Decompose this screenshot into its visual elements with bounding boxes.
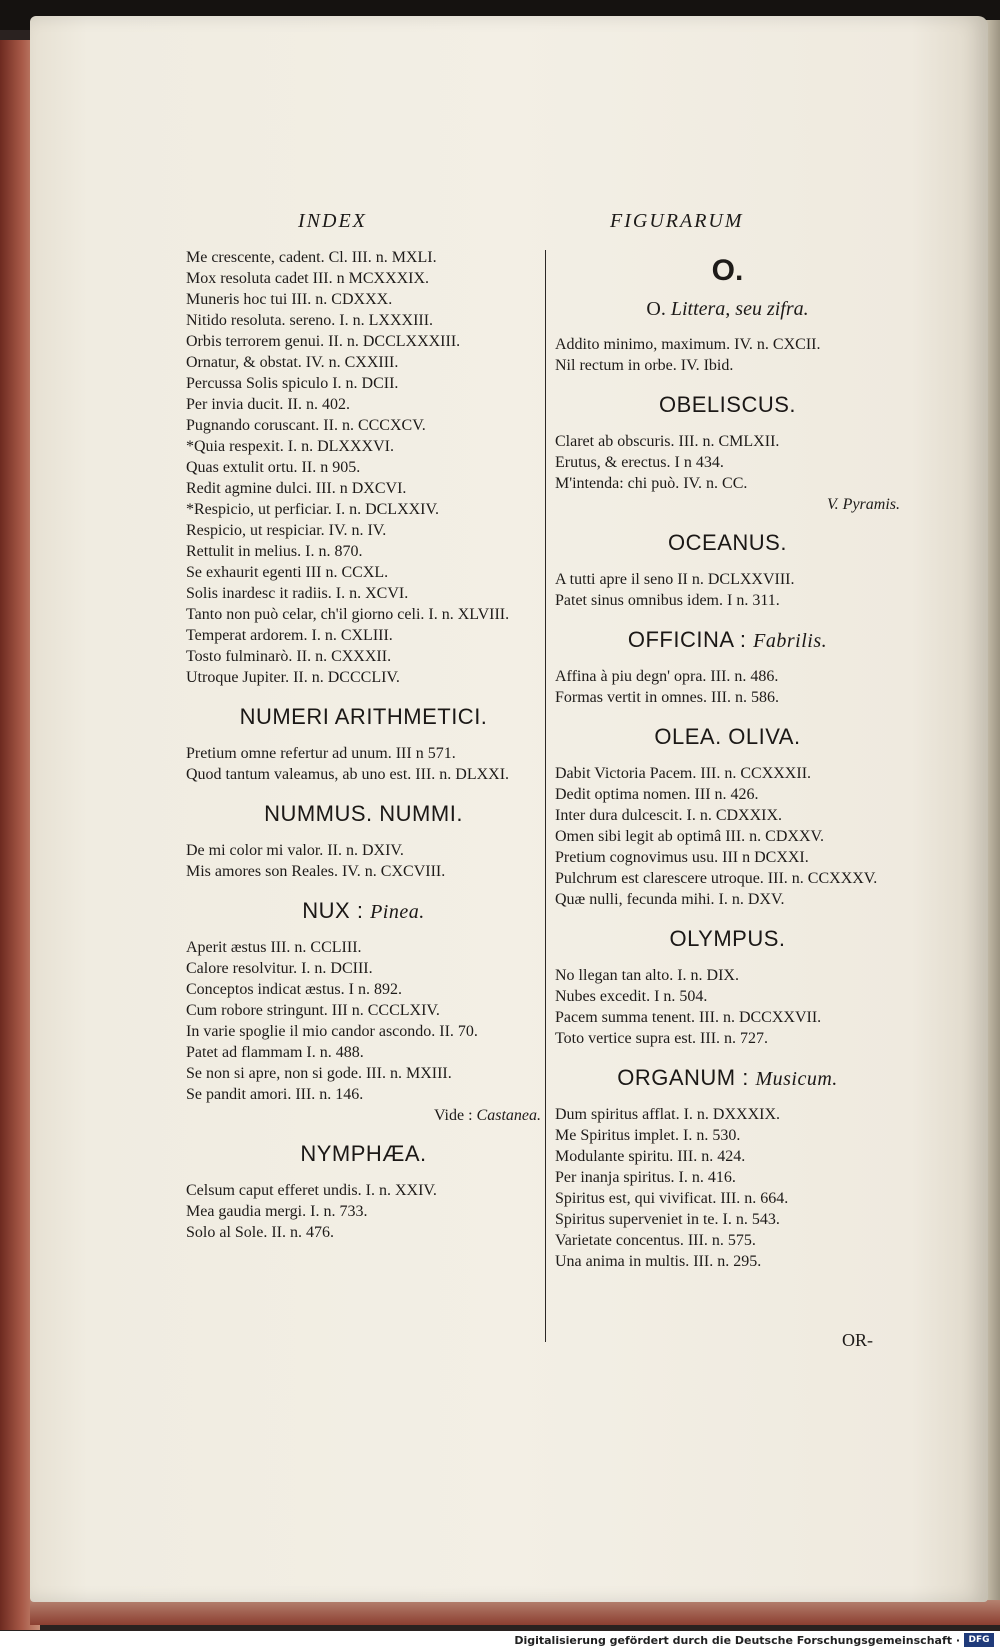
index-entry: Se pandit amori. III. n. 146. [186,1086,364,1103]
index-entry: Quas extulit ortu. II. n 905. [186,459,361,476]
index-entry: Solo al Sole. II. n. 476. [186,1224,334,1241]
cross-reference-prefix: Vide : [433,1107,473,1124]
index-entry: Omen sibi legit ab optimâ III. n. CDXXV. [555,828,825,845]
index-entry: Percussa Solis spiculo I. n. DCII. [186,375,399,392]
index-entry: Nubes excedit. I n. 504. [555,988,708,1005]
index-entry: Inter dura dulcescit. I. n. CDXXIX. [555,807,783,824]
index-entry: Mea gaudia mergi. I. n. 733. [186,1203,368,1220]
index-entry: Utroque Jupiter. II. n. DCCCLIV. [186,669,400,686]
letter-subheading-prefix: O. [646,298,666,320]
index-entry: Respicio, ut respiciar. IV. n. IV. [186,522,387,539]
index-entry: Rettulit in melius. I. n. 870. [186,543,363,560]
index-entry: A tutti apre il seno II n. DCLXXVIII. [555,571,795,588]
index-entry: Formas vertit in omnes. III. n. 586. [555,689,779,706]
index-entry: Affina à piu degn' opra. III. n. 486. [555,668,779,685]
section-heading [555,392,900,418]
dfg-logo: DFG [964,1633,994,1647]
index-entry: M'intenda: chi può. IV. n. CC. [555,475,748,492]
letter-subheading [555,298,900,321]
index-entry: Per inanja spiritus. I. n. 416. [555,1169,736,1186]
index-entry: Ornatur, & obstat. IV. n. CXXIII. [186,354,399,371]
section-title: OLYMPUS. [669,926,786,951]
index-entry: Dedit optima nomen. III n. 426. [555,786,759,803]
index-entry: Claret ab obscuris. III. n. CMLXII. [555,433,780,450]
section-heading [186,1141,541,1167]
book-bottom-edge [30,1600,1000,1625]
section-title: NUX : [302,898,364,923]
index-entry: Toto vertice supra est. III. n. 727. [555,1030,769,1047]
section-title: OLEA. OLIVA. [654,724,801,749]
index-entry: Mox resoluta cadet III. n MCXXXIX. [186,270,430,287]
index-entry: Mis amores son Reales. IV. n. CXCVIII. [186,863,446,880]
index-entry: Pugnando coruscant. II. n. CCCXCV. [186,417,426,434]
section-title: NUMERI ARITHMETICI. [239,704,488,729]
index-entry: Se non si apre, non si gode. III. n. MXIII. [186,1065,452,1082]
index-entry: Me crescente, cadent. Cl. III. n. MXLI. [186,249,437,266]
index-entry: Se exhaurit egenti III n. CCXL. [186,564,389,581]
index-entry: Patet sinus omnibus idem. I n. 311. [555,592,780,609]
index-entry: In varie spoglie il mio candor ascondo. II. 70. [186,1023,478,1040]
index-entry: Conceptos indicat æstus. I n. 892. [186,981,402,998]
index-entry: Per invia ducit. II. n. 402. [186,396,350,413]
cross-reference [555,496,900,514]
index-entry: Orbis terrorem genui. II. n. DCCLXXXIII. [186,333,461,350]
section-heading [186,898,541,924]
letter-subheading-italic: Littera, seu zifra. [670,298,809,320]
section-heading [555,724,900,750]
index-entry: Spiritus est, qui vivificat. III. n. 664. [555,1190,789,1207]
index-entry: No llegan tan alto. I. n. DIX. [555,967,739,984]
section-heading [186,801,541,827]
section-title-italic: Pinea. [370,901,425,923]
footer-text: Digitalisierung gefördert durch die Deutsche Forschungsgemeinschaft · [514,1634,960,1647]
column-divider [545,250,546,1342]
index-entry: Dabit Victoria Pacem. III. n. CCXXXII. [555,765,812,782]
index-entry: Redit agmine dulci. III. n DXCVI. [186,480,407,497]
index-entry: Pretium omne refertur ad unum. III n 571. [186,745,456,762]
index-entry: Muneris hoc tui III. n. CDXXX. [186,291,393,308]
section-title: ORGANUM : [617,1065,749,1090]
header-title-left: INDEX [298,210,367,232]
section-heading [555,926,900,952]
section-title: OFFICINA : [627,627,747,652]
index-entry: *Quia respexit. I. n. DLXXXVI. [186,438,394,455]
section-title-italic: Fabrilis. [753,630,828,652]
section-heading [186,704,541,730]
index-entry: Dum spiritus afflat. I. n. DXXXIX. [555,1106,781,1123]
section-title: OCEANUS. [668,530,787,555]
index-entry: Varietate concentus. III. n. 575. [555,1232,756,1249]
section-heading [555,530,900,556]
right-column [555,248,900,1273]
index-entry: Spiritus superveniet in te. I. n. 543. [555,1211,780,1228]
index-entry: Me Spiritus implet. I. n. 530. [555,1127,741,1144]
cross-reference-target: Castanea. [476,1107,541,1124]
section-title: OBELISCUS. [658,392,797,417]
index-entry: Celsum caput efferet undis. I. n. XXIV. [186,1182,437,1199]
index-entry: Nitido resoluta. sereno. I. n. LXXXIII. [186,312,434,329]
index-entry: Erutus, & erectus. I n 434. [555,454,724,471]
header-title-right: FIGURARUM [610,210,744,232]
index-entry: Solis inardesc it radiis. I. n. XCVI. [186,585,409,602]
section-heading [555,1065,900,1091]
index-entry: Quod tantum valeamus, ab uno est. III. n. DLXXI. [186,766,510,783]
index-entry: Addito minimo, maximum. IV. n. CXCII. [555,336,821,353]
letter-heading: O. [711,254,744,287]
cross-reference [186,1107,541,1125]
index-entry: Pretium cognovimus usu. III n DCXXI. [555,849,809,866]
index-entry: Nil rectum in orbe. IV. Ibid. [555,357,734,374]
catchword: OR- [842,1330,873,1350]
index-entry: Modulante spiritu. III. n. 424. [555,1148,746,1165]
index-entry: Tanto non può celar, ch'il giorno celi. I. n. XLVIII. [186,606,510,623]
index-entry: Temperat ardorem. I. n. CXLIII. [186,627,393,644]
section-title: NUMMUS. NUMMI. [264,801,463,826]
left-column [186,248,541,1244]
section-title-italic: Musicum. [755,1068,838,1090]
index-entry: Calore resolvitur. I. n. DCIII. [186,960,373,977]
index-entry: Pulchrum est clarescere utroque. III. n. CCXXXV. [555,870,878,887]
index-entry: Una anima in multis. III. n. 295. [555,1253,762,1270]
index-entry: Pacem summa tenent. III. n. DCCXXVII. [555,1009,822,1026]
index-entry: De mi color mi valor. II. n. DXIV. [186,842,404,859]
index-entry: *Respicio, ut perficiar. I. n. DCLXXIV. [186,501,439,518]
index-entry: Aperit æstus III. n. CCLIII. [186,939,362,956]
index-entry: Quæ nulli, fecunda mihi. I. n. DXV. [555,891,785,908]
index-entry: Cum robore stringunt. III n. CCCLXIV. [186,1002,440,1019]
cross-reference-target: V. Pyramis. [826,496,900,513]
index-entry: Tosto fulminarò. II. n. CXXXII. [186,648,392,665]
section-title: NYMPHÆA. [300,1141,427,1166]
index-entry: Patet ad flammam I. n. 488. [186,1044,364,1061]
section-heading [555,627,900,653]
